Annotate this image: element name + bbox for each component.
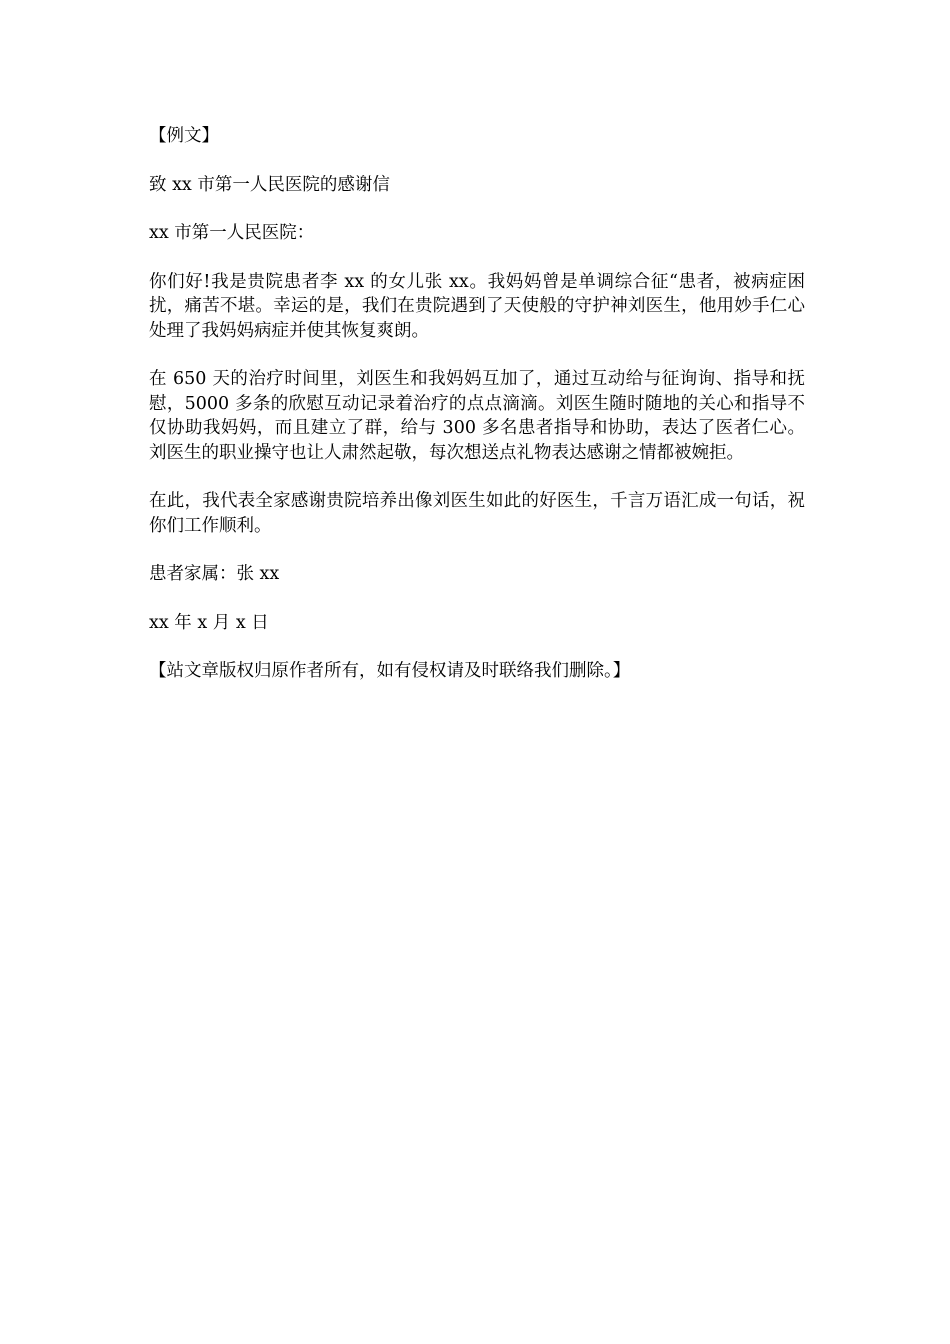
body-paragraph: 你们好!我是贵院患者李 xx 的女儿张 xx。我妈妈曾是单调综合征“患者，被病症困扰，痛苦不堪。幸运的是，我们在贵院遇到了天使般的守护神刘医生，他用妙手仁心处理了我妈妈病症并使其恢复爽朗。 <box>149 271 805 341</box>
heading-tag: 【例文】 <box>149 126 219 146</box>
letter-title: 致 xx 市第一人民医院的感谢信 <box>149 174 390 195</box>
signature: 患者家属：张 xx <box>149 564 280 584</box>
salutation: xx 市第一人民医院： <box>149 223 315 243</box>
document-body <box>149 124 805 708</box>
body-paragraph: 在 650 天的治疗时间里，刘医生和我妈妈互加了，通过互动给与征询询、指导和抚慰，5000 多条的欣慰互动记录着治疗的点点滴滴。刘医生随时随地的关心和指导不仅协助我妈妈，而且建立了群，给与 300 多名患者指导和协助，表达了医者仁心。刘医生的职业操守也让人肃然起敬，每次想送点礼物表达感谢之情都被婉拒。 <box>149 369 805 463</box>
body-paragraph: 在此，我代表全家感谢贵院培养出像刘医生如此的好医生，千言万语汇成一句话，祝你们工作顺利。 <box>149 491 805 536</box>
copyright-notice: 【站文章版权归原作者所有，如有侵权请及时联络我们删除。】 <box>149 661 631 681</box>
date: xx 年 x 月 x 日 <box>149 612 269 633</box>
